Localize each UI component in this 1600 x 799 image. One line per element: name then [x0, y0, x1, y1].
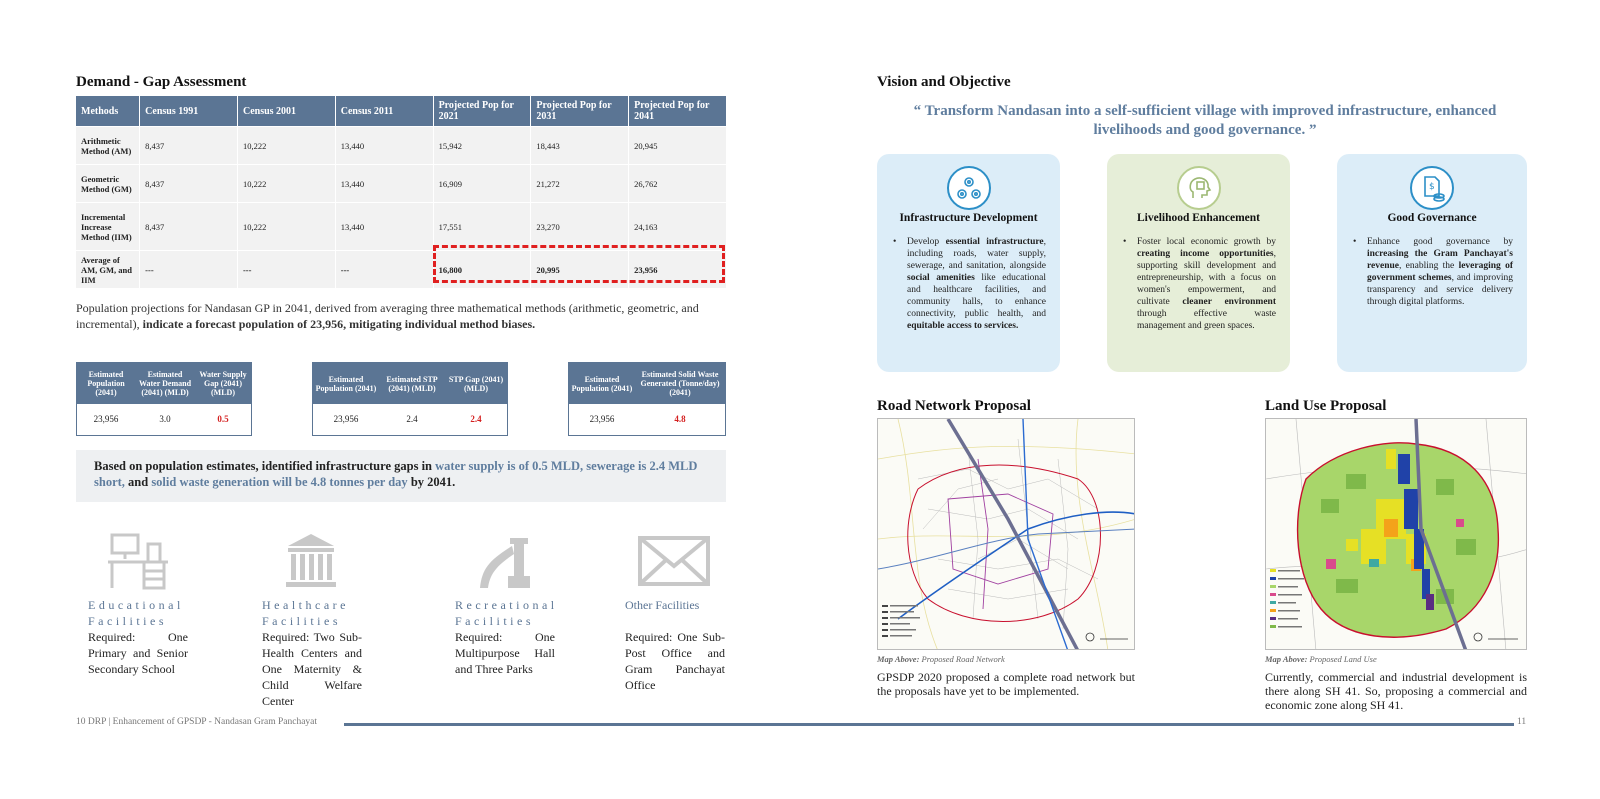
land-use-title: Land Use Proposal — [1265, 398, 1387, 414]
road-network-text: GPSDP 2020 proposed a complete road network but the proposals have yet to be implemented. — [877, 670, 1135, 698]
gap-header: Estimated Population (2041) — [315, 374, 377, 393]
table-cell: 8,437 — [140, 203, 237, 250]
facility-body: Required: One Sub-Post Office and Gram Panchayat Office — [625, 630, 725, 692]
summary-text: by 2041. — [410, 475, 456, 489]
vision-quote: “ Transform Nandasan into a self-sufficient village with improved infrastructure, enhanced livelihoods and good governance. ” — [913, 103, 1497, 138]
facility-body: Required: One Primary and Senior Secondary School — [88, 630, 188, 676]
demand-gap-title: Demand - Gap Assessment — [76, 74, 247, 90]
gap-header: Estimated STP (2041) (MLD) — [386, 374, 438, 393]
summary-highlight: solid waste generation will be 4.8 tonnes per day — [151, 475, 408, 489]
gap-value: 3.0 — [159, 413, 171, 424]
th-proj-2031: Projected Pop for 2031 — [531, 96, 628, 126]
th-census-2001: Census 2001 — [238, 96, 335, 126]
card-governance — [1337, 154, 1527, 372]
table-cell: 16,800 — [434, 251, 531, 288]
gap-header: Estimated Population (2041) — [571, 374, 633, 393]
summary-text: Based on population estimates, identified infrastructure gaps in — [94, 459, 432, 473]
stp-gap-table — [312, 362, 508, 436]
desk-icon — [106, 532, 170, 590]
paragraph-normal: Population projections for Nandasan GP in 2041, derived from averaging three mathematical methods (arithmetic, geometric, and incremental), — [76, 301, 699, 331]
table-cell: 26,762 — [629, 165, 726, 202]
facility-body: Required: Two Sub- Health Centers and One Maternity & Child Welfare Center — [262, 630, 362, 708]
table-cell: 23,956 — [629, 251, 726, 288]
facility-body: Required: One Multipurpose Hall and Three Parks — [455, 630, 555, 676]
hospital-icon — [286, 532, 336, 588]
road-network-map — [877, 418, 1135, 650]
footer-left: 10 DRP | Enhancement of GPSDP - Nandasan Gram Panchayat — [76, 717, 318, 727]
gap-header: Water Supply Gap (2041) (MLD) — [199, 370, 247, 397]
table-cell: 13,440 — [336, 203, 433, 250]
gap-value-highlight: 2.4 — [470, 413, 482, 424]
gap-value: 23,956 — [589, 413, 615, 424]
table-cell: Arithmetic Method (AM) — [76, 127, 139, 164]
table-row — [76, 165, 726, 202]
facility-title: Other Facilities — [625, 598, 700, 612]
gap-header: Estimated Water Demand (2041) (MLD) — [138, 370, 192, 397]
gap-header: STP Gap (2041) (MLD) — [448, 374, 504, 393]
table-cell: 23,270 — [531, 203, 628, 250]
card-body: • Foster local economic growth by creating income opportunities, supporting skill development and entrepreneurship, with a focus on women's empowerment, and cultivate cleaner environment through effective waste management and green spaces. — [1121, 236, 1276, 332]
gap-value-highlight: 0.5 — [217, 413, 229, 424]
vision-title: Vision and Objective — [877, 74, 1011, 90]
card-livelihood — [1107, 154, 1290, 372]
table-cell: 21,272 — [531, 165, 628, 202]
th-census-1991: Census 1991 — [140, 96, 237, 126]
table-cell: 15,942 — [434, 127, 531, 164]
facility-title: Healthcare Facilities — [262, 598, 349, 628]
facility-title: Recreational Facilities — [455, 598, 558, 628]
table-cell: Incremental Increase Method (IIM) — [76, 203, 139, 250]
projection-paragraph — [76, 300, 728, 332]
gap-header: Estimated Population (2041) — [87, 370, 125, 397]
gears-icon — [947, 166, 991, 210]
svg-text:$: $ — [1429, 182, 1435, 192]
gap-header: Estimated Solid Waste Generated (Tonne/day) (2041) — [640, 370, 720, 397]
card-infrastructure — [877, 154, 1060, 372]
facility-title: Educational Facilities — [88, 598, 184, 628]
facility-educational — [88, 597, 188, 677]
th-proj-2021: Projected Pop for 2021 — [434, 96, 531, 126]
table-cell: 24,163 — [629, 203, 726, 250]
card-body: • Develop essential infrastructure, including roads, water supply, sewerage, and sanitation, alongside social amenities like educational and healthcare facilities, and community halls, to enhance connectivity, public health, and equitable access to services. — [891, 236, 1046, 332]
gap-value: 23,956 — [93, 413, 119, 424]
table-cell: 20,945 — [629, 127, 726, 164]
land-use-map — [1265, 418, 1527, 650]
table-cell: --- — [336, 251, 433, 288]
highlight-dashed-box — [433, 245, 725, 283]
footer-rule — [344, 723, 1514, 726]
table-cell: 8,437 — [140, 127, 237, 164]
table-cell: 18,443 — [531, 127, 628, 164]
gap-summary-box — [76, 450, 726, 502]
road-map-caption: Map Above: Proposed Road Network — [877, 654, 1005, 664]
facility-other — [625, 597, 725, 693]
land-use-text: Currently, commercial and industrial development is there along SH 41. So, proposing a commercial and economic zone along SH 41. — [1265, 670, 1527, 712]
gap-value: 2.4 — [406, 413, 418, 424]
card-title: Infrastructure Development — [899, 212, 1038, 224]
gap-value-highlight: 4.8 — [674, 413, 686, 424]
table-cell: 10,222 — [238, 203, 335, 250]
table-cell: 16,909 — [434, 165, 531, 202]
table-header-row — [76, 96, 726, 126]
gap-value: 23,956 — [333, 413, 359, 424]
table-row — [76, 127, 726, 164]
facility-healthcare — [262, 597, 362, 709]
table-cell: 8,437 — [140, 165, 237, 202]
table-cell: 10,222 — [238, 127, 335, 164]
paragraph-bold: indicate a forecast population of 23,956, mitigating individual method biases. — [142, 317, 536, 331]
road-network-title: Road Network Proposal — [877, 398, 1031, 414]
table-cell: 20,995 — [531, 251, 628, 288]
th-proj-2041: Projected Pop for 2041 — [629, 96, 726, 126]
table-cell: Geometric Method (GM) — [76, 165, 139, 202]
summary-highlight: water supply is of 0.5 MLD, sewerage is 2.4 MLD short, — [94, 459, 698, 489]
document-coins-icon — [1410, 166, 1454, 210]
card-body: • Enhance good governance by increasing the Gram Panchayat's revenue, enabling the leveraging of government schemes, and improving transparency and service delivery through digital platforms. — [1351, 236, 1513, 308]
table-cell: 13,440 — [336, 127, 433, 164]
land-use-caption: Map Above: Proposed Land Use — [1265, 654, 1377, 664]
table-row — [76, 203, 726, 250]
table-cell: Average of AM, GM, and IIM — [76, 251, 139, 288]
solid-waste-gap-table — [568, 362, 726, 436]
slide-icon — [478, 532, 532, 590]
summary-text: and — [128, 475, 149, 489]
facility-recreational — [455, 597, 558, 677]
card-title: Livelihood Enhancement — [1136, 212, 1260, 224]
table-cell: 10,222 — [238, 165, 335, 202]
table-cell: 13,440 — [336, 165, 433, 202]
th-methods: Methods — [76, 96, 139, 126]
table-cell: --- — [238, 251, 335, 288]
table-cell: --- — [140, 251, 237, 288]
card-title: Good Governance — [1387, 212, 1477, 224]
page-number-right: 11 — [1517, 717, 1527, 727]
water-gap-table — [76, 362, 252, 436]
th-census-2011: Census 2011 — [336, 96, 433, 126]
envelope-icon — [638, 536, 710, 586]
table-cell: 17,551 — [434, 203, 531, 250]
head-idea-icon — [1177, 166, 1221, 210]
